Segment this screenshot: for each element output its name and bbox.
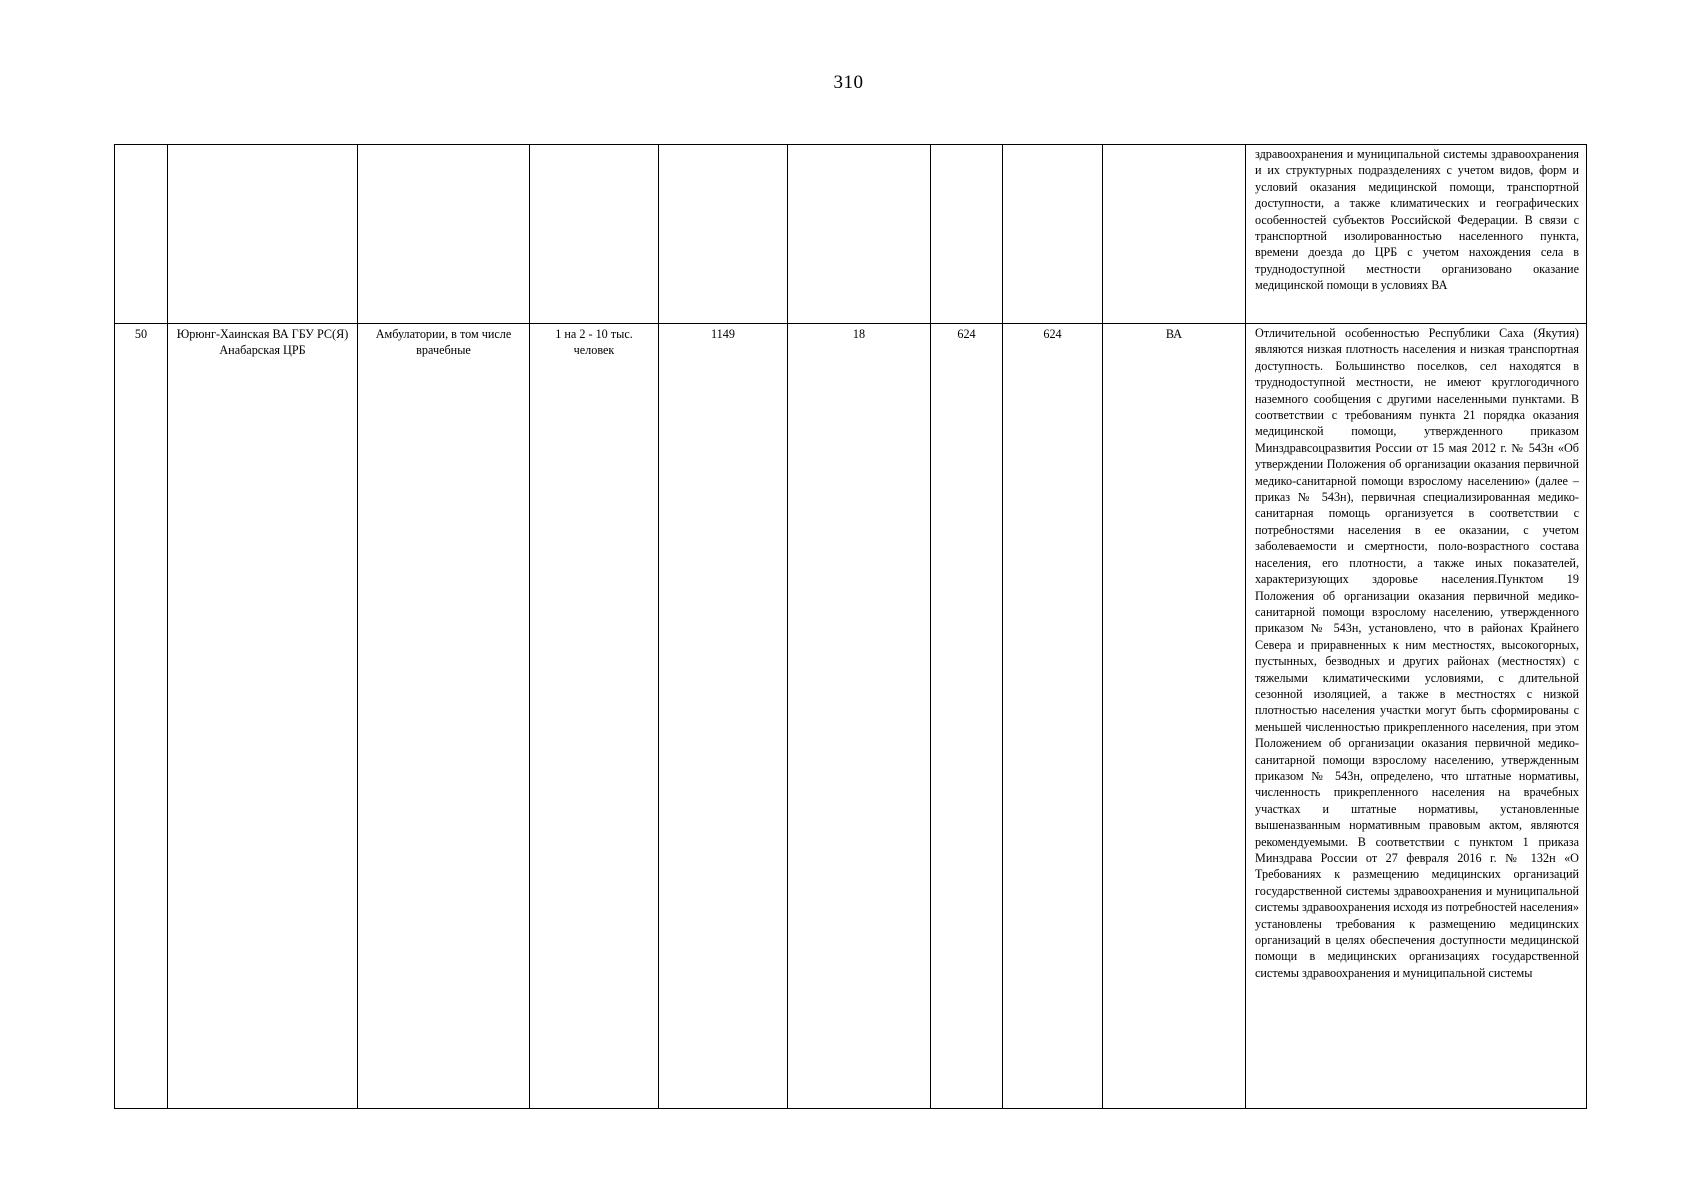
description-text: здравоохранения и муниципальной системы здравоохранения и их структурных подразделениях с учетом видов, форм и условий оказания медицинской помощи, транспортной доступности, а также климатических и географических особенностей субъектов Российской Федерации. В связи с транспортной изолированностью населенного пункта, времени доезда до ЦРБ с учетом нахождения села в труднодоступной местности организовано оказание медицинской помощи в условиях ВА	[1255, 147, 1579, 293]
cell-type: Амбулатории, в том числе врачебные	[358, 324, 530, 1109]
cell-num	[115, 145, 168, 324]
cell-distance: 18	[788, 324, 931, 1109]
data-table	[114, 144, 1587, 1109]
cell-val1: 624	[931, 324, 1003, 1109]
cell-num: 50	[115, 324, 168, 1109]
cell-org: Юрюнг-Хаинская ВА ГБУ РС(Я) Анабарская ЦРБ	[168, 324, 358, 1109]
cell-type	[358, 145, 530, 324]
cell-val2	[1003, 145, 1103, 324]
cell-val1	[931, 145, 1003, 324]
description-text: Отличительной особенностью Республики Саха (Якутия) являются низкая плотность населения и низкая транспортная доступность. Большинство поселков, сел находятся в труднодоступной местности, не имеют круглогодичного наземного сообщения с другими населенными пунктами. В соответствии с требованиям пункта 21 порядка оказания медицинской помощи, утвержденного приказом Минздравсоцразвития России от 15 мая 2012 г. № 543н «Об утверждении Положения об организации оказания первичной медико-санитарной помощи взрослому населению» (далее – приказ № 543н), первичная специализированная медико-санитарная помощь организуется в соответствии с потребностями населения в ее оказании, с учетом заболеваемости и смертности, поло-возрастного состава населения, его плотности, а также иных показателей, характеризующих здоровье населения.Пунктом 19 Положения об организации оказания первичной медико-санитарной помощи взрослому населению, утвержденного приказом № 543н, установлено, что в районах Крайнего Севера и приравненных к ним местностях, высокогорных, пустынных, безводных и других районах (местностях) с тяжелыми климатическими условиями, с длительной сезонной изоляцией, а также в местностях с низкой плотностью населения участки могут быть сформированы с меньшей численностью прикрепленного населения, при этом Положением об организации оказания первичной медико-санитарной помощи взрослому населению, утвержденным приказом № 543н, определено, что штатные нормативы, численность прикрепленного населения на врачебных участках и штатные нормативы, установленные вышеназванным нормативным правовым актом, являются рекомендуемыми. В соответствии с пунктом 1 приказа Минздрава России от 27 февраля 2016 г. № 132н «О Требованиях к размещению медицинских организаций государственной системы здравоохранения и муниципальной системы здравоохранения исходя из потребностей населения» установлены требования к размещению медицинских организаций в целях обеспечения доступности медицинской помощи в медицинских организациях государственной системы здравоохранения и муниципальной системы	[1255, 326, 1579, 980]
cell-distance	[788, 145, 931, 324]
cell-form: ВА	[1103, 324, 1246, 1109]
cell-population: 1149	[659, 324, 788, 1109]
table-row	[115, 324, 1587, 1109]
cell-val2: 624	[1003, 324, 1103, 1109]
cell-form	[1103, 145, 1246, 324]
table-row	[115, 145, 1587, 324]
cell-norm	[530, 145, 659, 324]
cell-description	[1246, 324, 1587, 1109]
page-number: 310	[833, 72, 864, 93]
cell-description	[1246, 145, 1587, 324]
cell-org	[168, 145, 358, 324]
cell-norm: 1 на 2 - 10 тыс. человек	[530, 324, 659, 1109]
cell-population	[659, 145, 788, 324]
